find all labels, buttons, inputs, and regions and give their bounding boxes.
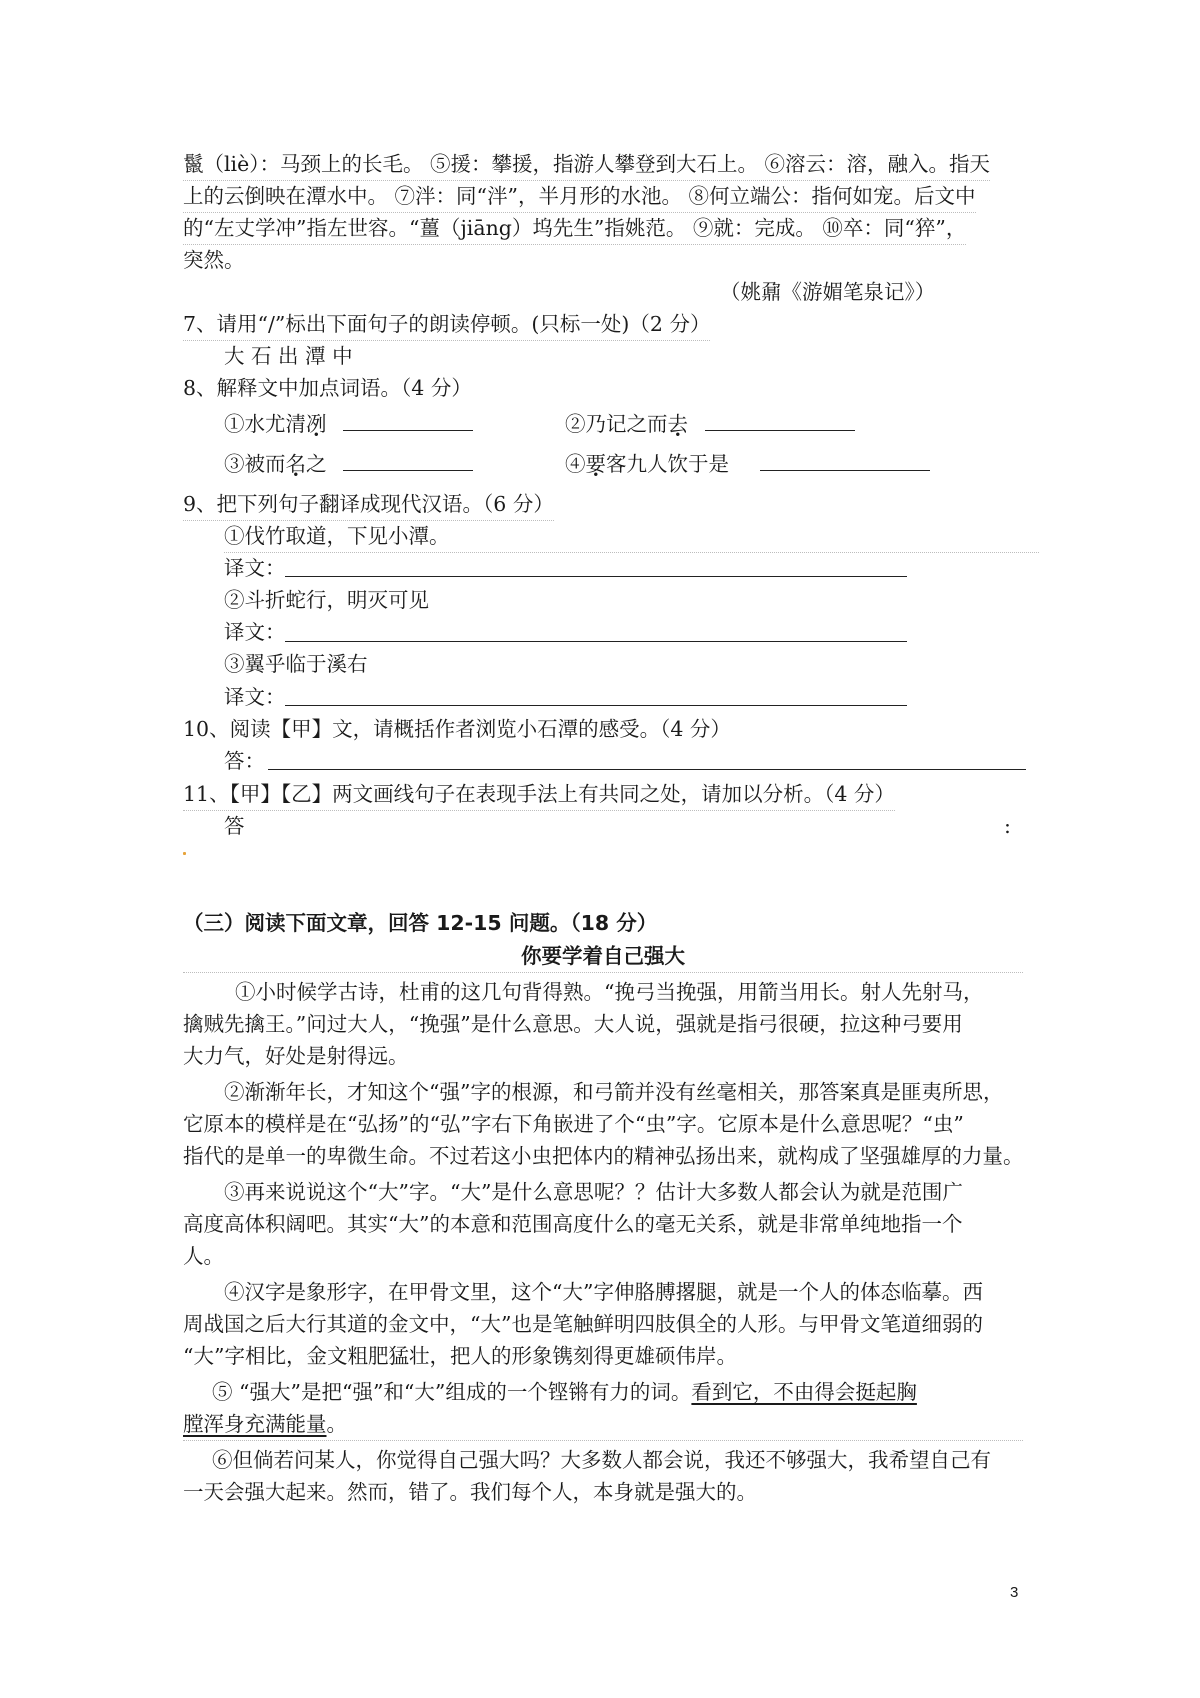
q11-answer-label: 答 (224, 814, 245, 838)
para-6-line-2: 一天会强大起来。然而，错了。我们每个人，本身就是强大的。 (183, 1480, 757, 1504)
note-line-1: 鬣（liè）：马颈上的长毛。 ⑤援：攀援，指游人攀登到大石上。 ⑥溶云：溶，融入。指天 (183, 148, 990, 181)
q9-sentence-3: ③翼乎临于溪右 (224, 652, 368, 676)
para-5-line-2 (183, 1408, 1023, 1441)
q9-answer-line-3[interactable] (285, 705, 907, 706)
para-3-line-3: 人。 (183, 1244, 224, 1268)
q8-item-2-text: ②乃记之而 (565, 412, 668, 436)
q8-item-3-blank[interactable] (343, 450, 473, 471)
note-line-4: 突然。 (183, 248, 245, 272)
q8-item-1-text: ①水尤清 (224, 412, 306, 436)
q8-item-4-text: ④ (565, 452, 586, 476)
para-3-line-1: ③再来说说这个“大”字。“大”是什么意思呢？？估计大多数人都会认为就是范围广 (224, 1180, 963, 1204)
para-1-line-3: 大力气，好处是射得远。 (183, 1044, 409, 1068)
q9-prompt: 9、把下列句子翻译成现代汉语。（6 分） (183, 488, 554, 521)
para-5-underlined-1: 看到它，不由得会挺起胸 (691, 1380, 917, 1404)
q9-sentence-1: ①伐竹取道，下见小潭。 (224, 520, 1039, 553)
q7-sentence: 大 石 出 潭 中 (224, 344, 353, 368)
q8-prompt: 8、解释文中加点词语。（4 分） (183, 376, 472, 400)
para-5-line-1 (212, 1376, 917, 1408)
q8-item-4-dotted-word: 要 (585, 452, 606, 476)
para-4-line-3: “大”字相比，金文粗肥猛壮，把人的形象镌刻得更雄硕伟岸。 (183, 1344, 737, 1368)
q10-answer-label: 答： (224, 749, 265, 773)
source-citation: （姚鼐《游媚笔泉记》） (720, 280, 936, 304)
q8-item-4 (565, 448, 930, 480)
q8-item-1-dotted-word: 冽 (306, 412, 327, 436)
q8-item-2 (565, 408, 855, 440)
section-3-heading: （三）阅读下面文章，回答 12-15 问题。（18 分） (183, 911, 658, 935)
article-title: 你要学着自己强大 (183, 940, 1023, 973)
q11-answer-colon: : (1004, 814, 1011, 838)
q9-answer-line-1[interactable] (285, 576, 907, 577)
para-4-line-2: 周战国之后大行其道的金文中，“大”也是笔触鲜明四肢俱全的人形。与甲骨文笔道细弱的 (183, 1312, 983, 1336)
para-5-text: ⑤ “强大”是把“强”和“大”组成的一个铿锵有力的词。 (212, 1380, 692, 1404)
para-5-end: 。 (326, 1412, 347, 1436)
q9-sentence-2: ②斗折蛇行，明灭可见 (224, 588, 429, 612)
para-2-line-2: 它原本的模样是在“弘扬”的“弘”字右下角嵌进了个“虫”字。它原本是什么意思呢？“虫” (183, 1112, 964, 1136)
q8-item-2-dotted-word: 去 (667, 412, 688, 436)
q9-answer-line-2[interactable] (285, 641, 907, 642)
para-1-line-2: 擒贼先擒王。”问过大人，“挽强”是什么意思。大人说，强就是指弓很硬，拉这种弓要用 (183, 1012, 963, 1036)
para-4-line-1: ④汉字是象形字，在甲骨文里，这个“大”字伸胳膊撂腿，就是一个人的体态临摹。西 (224, 1280, 983, 1304)
note-line-3: 的“左丈学冲”指左世容。“薑（jiāng）坞先生”指姚范。 ⑨就：完成。 ⑩卒：同“猝”， (183, 212, 966, 245)
q9-translation-label-2: 译文： (224, 620, 286, 644)
para-2-line-1: ②渐渐年长，才知这个“强”字的根源，和弓箭并没有丝毫相关，那答案真是匪夷所思， (224, 1080, 1004, 1104)
q11-prompt: 11、【甲】【乙】两文画线句子在表现手法上有共同之处，请加以分析。（4 分） (183, 778, 895, 811)
q8-item-3-text-end: 之 (306, 452, 327, 476)
q8-item-4-blank[interactable] (760, 450, 930, 471)
q8-item-1-blank[interactable] (343, 410, 473, 431)
q9-translation-label-3: 译文： (224, 685, 286, 709)
q8-item-4-text-end: 客九人饮于是 (606, 452, 729, 476)
q7-prompt: 7、请用“/”标出下面句子的朗读停顿。(只标一处)（2 分） (183, 308, 710, 341)
para-2-line-3: 指代的是单一的卑微生命。不过若这小虫把体内的精神弘扬出来，就构成了坚强雄厚的力量。 (183, 1144, 1024, 1168)
q8-item-3-dotted-word: 名 (285, 452, 306, 476)
marker-dot (183, 852, 186, 855)
para-6-line-1: ⑥但倘若问某人，你觉得自己强大吗？大多数人都会说，我还不够强大，我希望自己有 (212, 1448, 991, 1472)
q10-prompt: 10、阅读【甲】文，请概括作者浏览小石潭的感受。（4 分） (183, 717, 731, 741)
note-line-2: 上的云倒映在潭水中。 ⑦泮：同“泮”，半月形的水池。 ⑧何立端公：指何如宠。后文中 (183, 180, 976, 213)
q8-item-3-text: ③被而 (224, 452, 286, 476)
q8-item-2-blank[interactable] (705, 410, 855, 431)
page-number: 3 (1010, 1584, 1019, 1601)
para-1-line-1: ①小时候学古诗，杜甫的这几句背得熟。“挽弓当挽强，用箭当用长。射人先射马， (235, 980, 984, 1004)
para-5-underlined-2: 膛浑身充满能量 (183, 1412, 327, 1436)
q8-item-1 (224, 408, 473, 440)
q8-item-3 (224, 448, 473, 480)
para-3-line-2: 高度高体积阔吧。其实“大”的本意和范围高度什么的毫无关系，就是非常单纯地指一个 (183, 1212, 963, 1236)
q10-answer-line[interactable] (268, 769, 1026, 770)
q9-translation-label-1: 译文： (224, 556, 286, 580)
